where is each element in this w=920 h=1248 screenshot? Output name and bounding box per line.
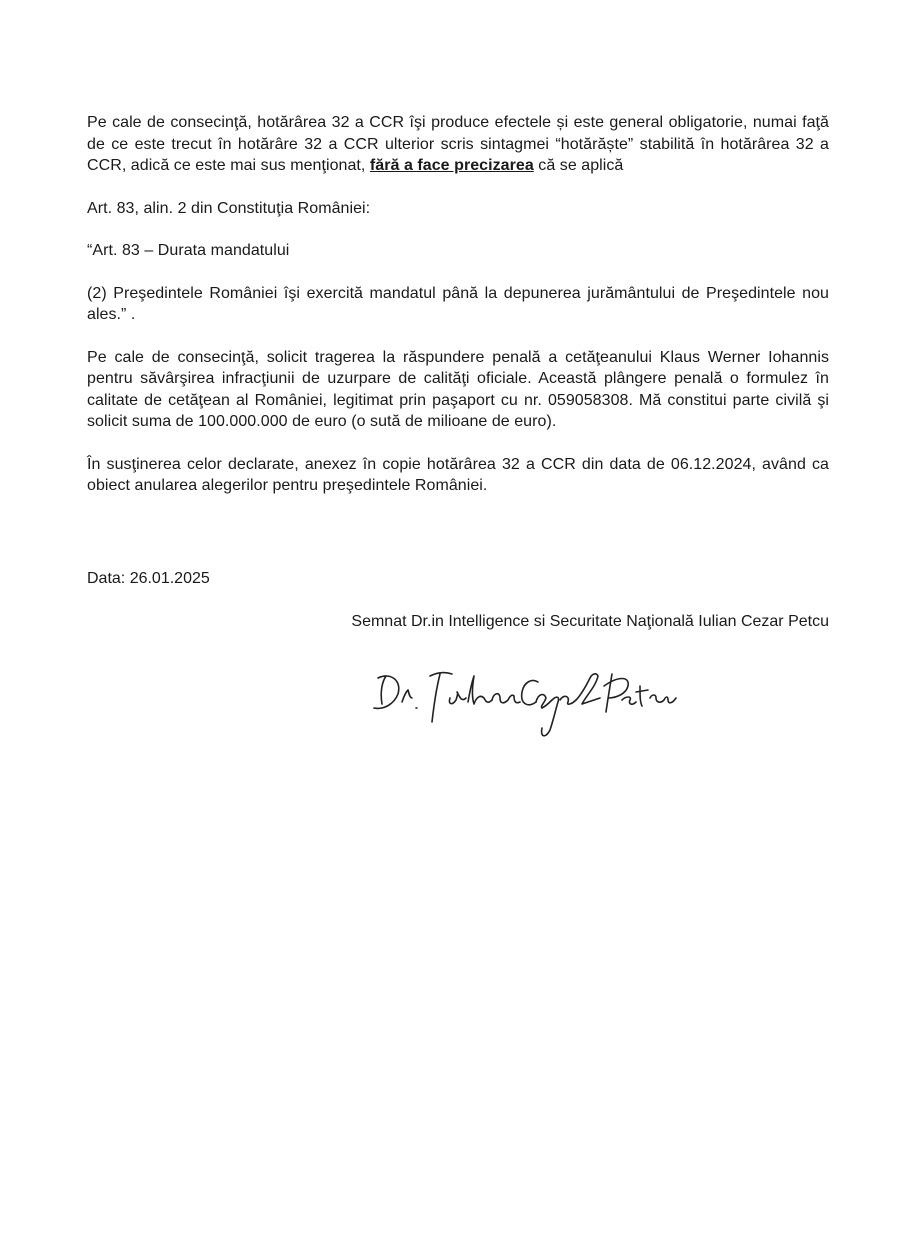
paragraph-annex: În susţinerea celor declarate, anexez în copie hotărârea 32 a CCR din data de 06.12.2024, având ca obiect anularea alegerilor pentru preşedintele României.: [87, 455, 829, 494]
emphasized-phrase: fără a face precizarea: [369, 157, 534, 174]
paragraph-article-title: “Art. 83 – Durata mandatului: [87, 242, 290, 259]
paragraph-article-reference: Art. 83, alin. 2 din Constituţia României:: [87, 199, 371, 217]
document-date: Data: 26.01.2025: [87, 570, 210, 587]
signed-by-line: Semnat Dr.in Intelligence si Securitate Naţională Iulian Cezar Petcu: [351, 613, 829, 630]
handwritten-signature: [360, 642, 680, 742]
paragraph-article-quote: (2) Preşedintele României îşi exercită mandatul până la depunerea jurământului de Preşedintele nou ales.” .: [87, 284, 829, 323]
paragraph-consequence-ccr-tail: că se aplică: [533, 157, 624, 174]
paragraph-consequence-ccr-text: Pe cale de consecinţă, hotărârea 32 a CCR îşi produce efectele și este general obligatorie, numai faţă de ce este trecut în hotărâre 32 a CCR ulterior scris sintagmei “hotărăște” stabilită în hotărârea 32 a CCR, adică ce este mai sus menţionat,: [87, 114, 829, 174]
paragraph-complaint: Pe cale de consecinţă, solicit tragerea la răspundere penală a cetăţeanului Klaus Werner Iohannis pentru săvârşirea infracţiunii de uzurpare de calităţi oficiale. Această plângere penală o formulez în calitate de cetăţean al României, legitimat prin paşaport cu nr. 059058308. Mă constitui parte civilă şi solicit suma de 100.000.000 de euro (o sută de milioane de euro).: [87, 348, 829, 430]
document-body: [87, 112, 829, 518]
paragraph-consequence-ccr: [87, 112, 829, 177]
